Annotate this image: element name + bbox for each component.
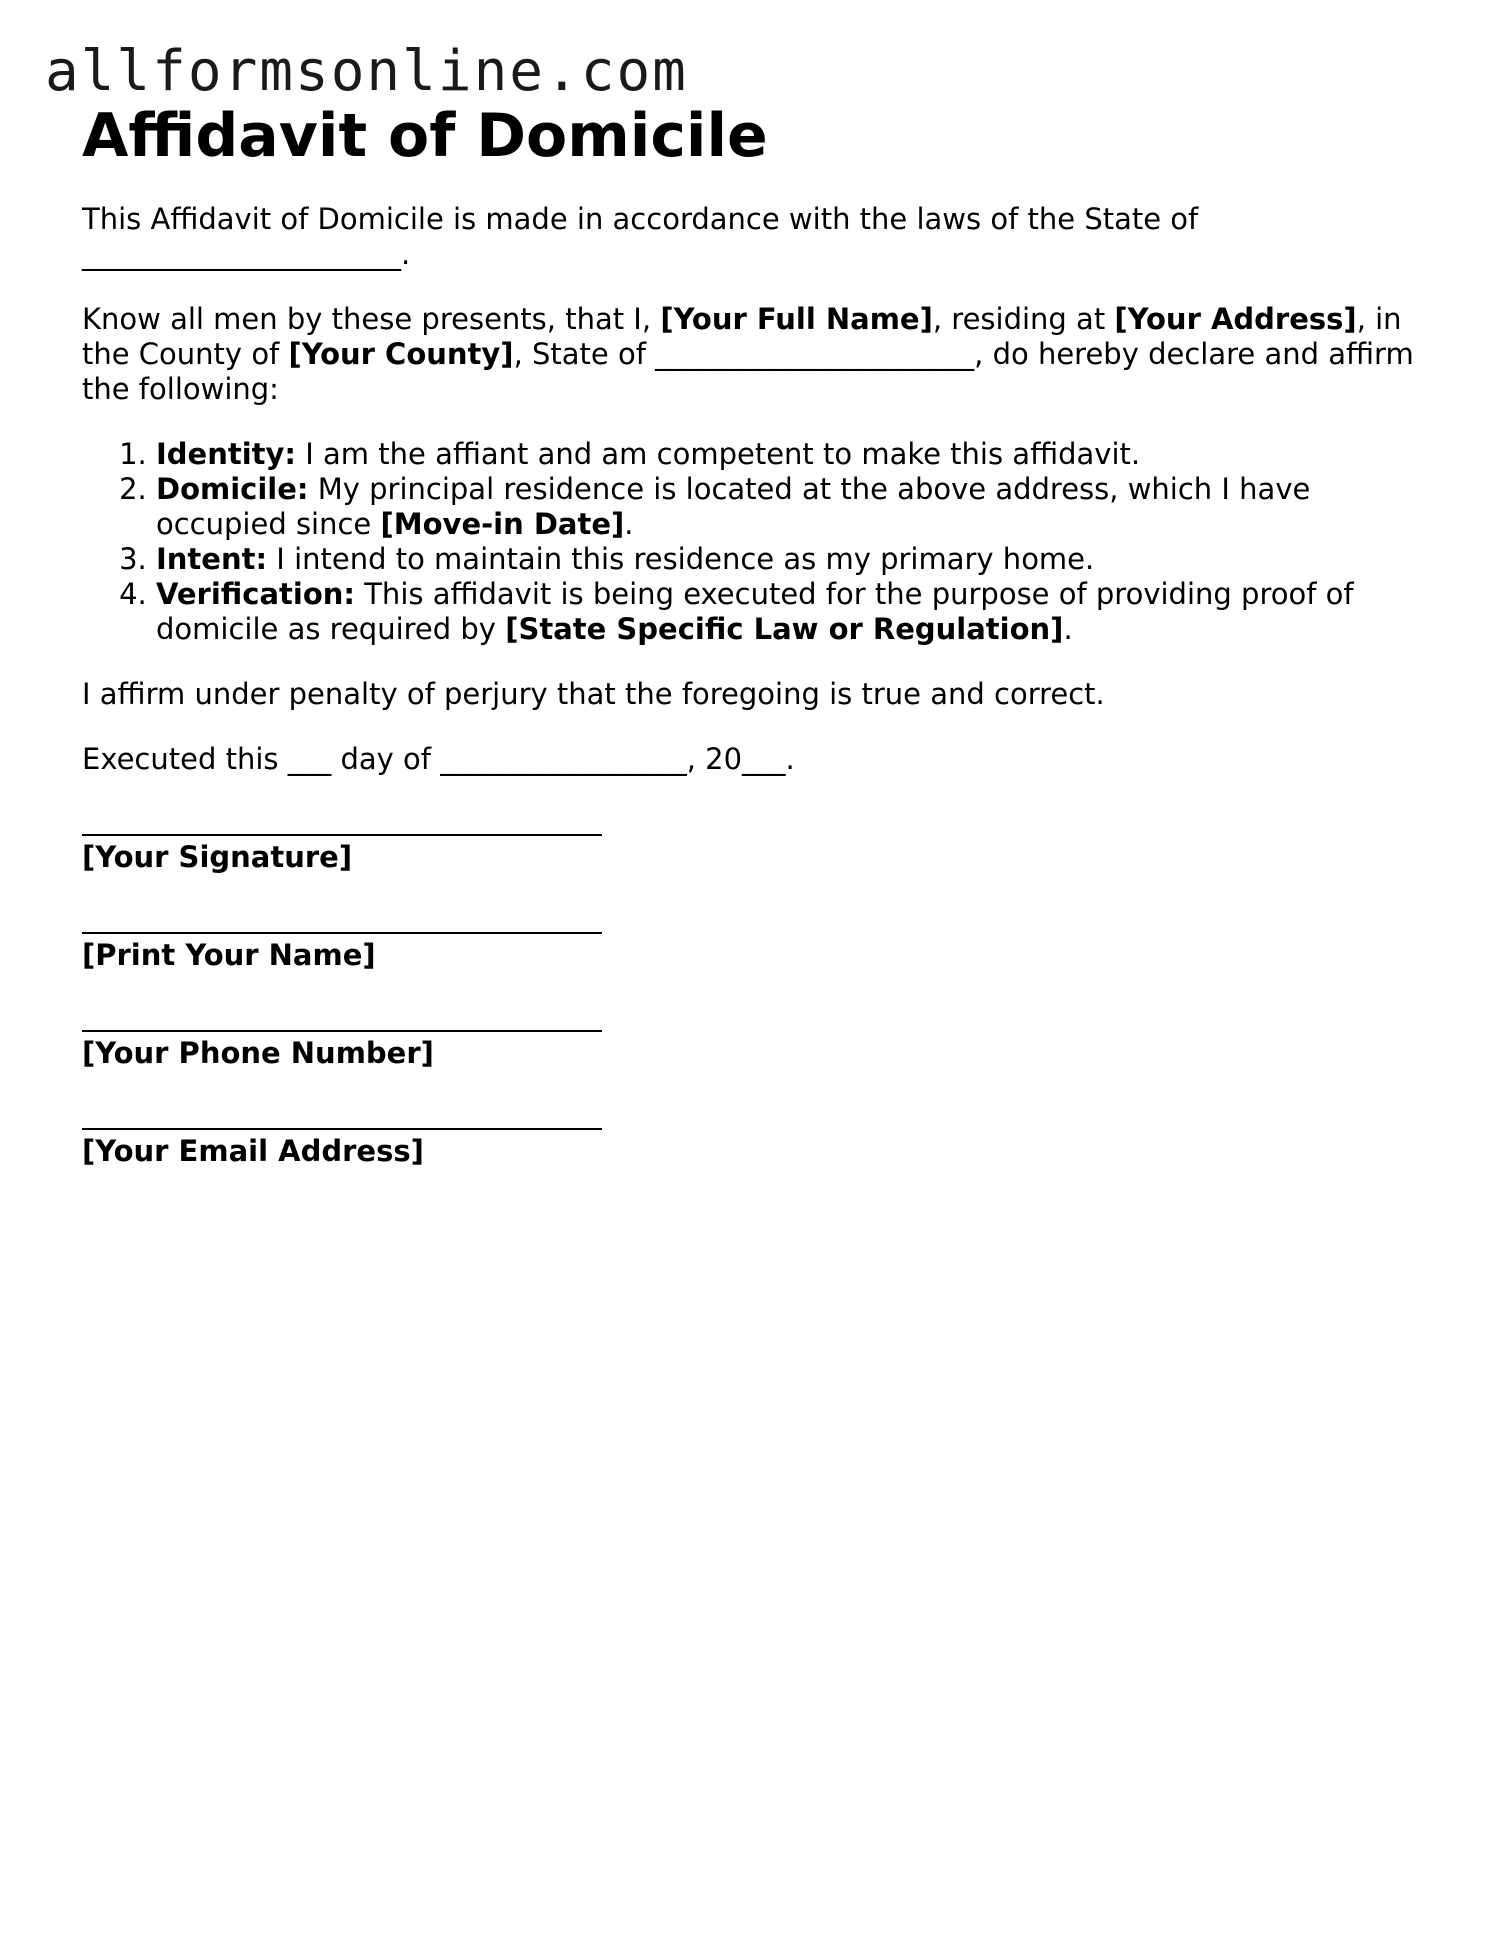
list-item-text: I intend to maintain this residence as my primary home. — [267, 542, 1095, 576]
month-blank: _________________ — [440, 742, 687, 776]
phone-line — [82, 1004, 602, 1032]
declaration-list — [82, 437, 1442, 647]
signature-field — [82, 808, 1442, 875]
list-item-verification — [156, 577, 1442, 647]
executed-text: , 20 — [686, 742, 743, 776]
year-blank: ___ — [742, 742, 786, 776]
list-item-intent — [156, 542, 1442, 577]
intro-paragraph — [82, 202, 1442, 272]
list-item-end: . — [1063, 612, 1073, 646]
declaration-text: , do hereby declare and affirm the following: — [82, 337, 1414, 406]
document — [82, 100, 1442, 1169]
declaration-paragraph — [82, 302, 1442, 407]
print-name-line — [82, 906, 602, 934]
email-line — [82, 1102, 602, 1130]
list-item-text: I am the affiant and am competent to make this affidavit. — [296, 437, 1141, 471]
full-name-placeholder: [Your Full Name] — [660, 302, 933, 336]
address-placeholder: [Your Address] — [1114, 302, 1357, 336]
signature-block — [82, 808, 1442, 1169]
executed-line — [82, 742, 1442, 777]
executed-text: day of — [331, 742, 441, 776]
declaration-text: Know all men by these presents, that I, — [82, 302, 661, 336]
intro-end: . — [401, 237, 411, 271]
declaration-text: , residing at — [932, 302, 1115, 336]
email-field — [82, 1102, 1442, 1169]
move-in-date-placeholder: [Move-in Date] — [380, 507, 625, 541]
day-blank: ___ — [287, 742, 332, 776]
list-item-label: Identity: — [156, 437, 297, 471]
list-item-identity — [156, 437, 1442, 472]
affirmation-text: I affirm under penalty of perjury that the foregoing is true and correct. — [82, 677, 1105, 711]
state-blank: ______________________ — [655, 337, 975, 371]
executed-text: . — [785, 742, 795, 776]
list-item-text: My principal residence is located at the above address, which I have occupied since — [156, 472, 1311, 541]
signature-line — [82, 808, 602, 836]
print-name-field — [82, 906, 1442, 973]
document-title: Affidavit of Domicile — [82, 101, 768, 171]
list-item-end: . — [624, 507, 634, 541]
list-item-label: Domicile: — [156, 472, 309, 506]
law-placeholder: [State Specific Law or Regulation] — [505, 612, 1064, 646]
list-item-label: Verification: — [156, 577, 355, 611]
county-placeholder: [Your County] — [288, 337, 514, 371]
phone-label: [Your Phone Number] — [82, 1036, 434, 1070]
list-item-label: Intent: — [156, 542, 268, 576]
executed-text: Executed this — [82, 742, 288, 776]
list-item-text: This affidavit is being executed for the purpose of providing proof of domicile as required by — [156, 577, 1354, 646]
email-label: [Your Email Address] — [82, 1134, 424, 1168]
phone-field — [82, 1004, 1442, 1071]
list-item-domicile — [156, 472, 1442, 542]
watermark-logo: allformsonline.com — [45, 39, 688, 104]
declaration-text: , in the County of — [82, 302, 1402, 371]
signature-label: [Your Signature] — [82, 840, 353, 874]
declaration-text: , State of — [513, 337, 656, 371]
state-blank: ______________________ — [82, 237, 401, 271]
intro-text: This Affidavit of Domicile is made in accordance with the laws of the State of — [82, 202, 1199, 236]
print-name-label: [Print Your Name] — [82, 938, 376, 972]
